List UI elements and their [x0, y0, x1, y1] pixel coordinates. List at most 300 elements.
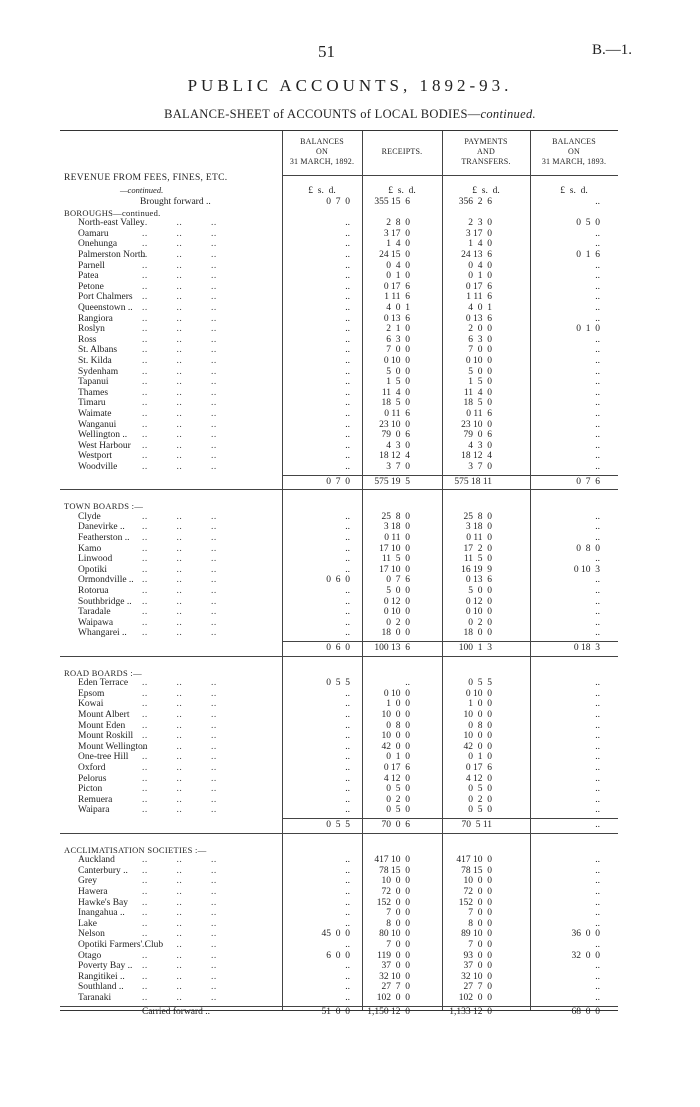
amount-c2: 7 0 0 — [386, 345, 410, 356]
table-row — [60, 261, 618, 272]
amount-c4: .. — [595, 731, 600, 742]
amount-c2: 575 19 5 — [374, 476, 410, 487]
brought-forward-label: Brought forward .. — [140, 197, 211, 207]
amount-c4: 0 10 3 — [573, 564, 600, 575]
row-label: Waipawa — [78, 617, 114, 628]
table-rule — [60, 489, 618, 490]
header-line: BALANCES — [300, 137, 344, 146]
amount-c2: 0 8 0 — [386, 720, 410, 731]
amount-c2: 417 10 0 — [374, 855, 410, 866]
amount-c1: .. — [345, 720, 350, 731]
leader-dots: .. .. .. — [142, 271, 217, 282]
table-row — [60, 324, 618, 335]
table-row — [60, 721, 618, 732]
amount-c4: .. — [595, 511, 600, 522]
amount-c3: 0 17 6 — [465, 281, 492, 292]
row-label: Oxford — [78, 763, 106, 773]
row-label: Hawera — [78, 887, 108, 897]
row-label: Mount Wellington — [78, 741, 148, 752]
amount-c2: 7 0 0 — [386, 908, 410, 919]
leader-dots: .. .. .. — [142, 324, 217, 335]
header-line: TRANSFERS. — [461, 157, 511, 166]
amount-c2: 6 3 0 — [386, 334, 410, 345]
section-heading — [60, 501, 618, 512]
section-heading — [60, 668, 618, 679]
amount-c4: .. — [595, 334, 600, 345]
amount-c3: 0 12 0 — [465, 596, 492, 607]
amount-c2: 10 0 0 — [381, 710, 410, 720]
table-row — [60, 250, 618, 261]
amount-c3: 0 4 0 — [468, 260, 492, 271]
amount-c1: .. — [345, 324, 350, 335]
amount-c3: 10 0 0 — [463, 731, 492, 742]
amount-c3: 1 5 0 — [468, 377, 492, 388]
leader-dots: .. .. .. — [142, 533, 217, 543]
amount-c1: .. — [345, 876, 350, 887]
row-label: Eden Terrace — [78, 678, 129, 689]
amount-c1: .. — [345, 784, 350, 795]
row-label: Petone — [78, 281, 104, 292]
table-rule — [282, 641, 618, 642]
amount-c4: .. — [595, 855, 600, 866]
amount-c3: 18 0 0 — [463, 628, 492, 639]
amount-c3: 2 3 0 — [468, 218, 492, 229]
amount-c1: .. — [345, 961, 350, 972]
amount-c1: .. — [345, 617, 350, 628]
leader-dots: .. .. .. — [142, 462, 217, 472]
leader-dots: .. .. .. — [142, 805, 217, 816]
table-row — [60, 218, 618, 229]
amount-c4: .. — [595, 865, 600, 876]
amount-c1: .. — [345, 377, 350, 388]
amount-c3: 18 5 0 — [463, 398, 492, 409]
amount-c4: .. — [595, 940, 600, 950]
row-label: Thames — [78, 387, 109, 398]
amount-c2: 4 0 1 — [386, 303, 410, 313]
amount-c3: 4 3 0 — [468, 440, 492, 451]
table-row — [60, 866, 618, 877]
table-row — [60, 345, 618, 356]
row-label: Inangahua .. — [78, 908, 125, 919]
balance-sheet-table — [60, 130, 618, 1017]
amount-c1: .. — [345, 430, 350, 441]
amount-c1: .. — [345, 865, 350, 876]
amount-c1: .. — [345, 281, 350, 292]
table-row — [60, 565, 618, 576]
table-row — [60, 898, 618, 909]
amount-c4: .. — [595, 763, 600, 773]
row-label: Mount Albert — [78, 710, 130, 720]
leader-dots: .. .. .. — [142, 522, 217, 533]
amount-c3: 7 0 0 — [468, 940, 492, 950]
leader-dots: .. .. .. — [142, 218, 217, 229]
amount-c3: 23 10 0 — [461, 419, 492, 430]
amount-c3: 18 12 4 — [461, 451, 492, 462]
header-line: RECEIPTS. — [381, 147, 423, 156]
amount-c4: .. — [595, 398, 600, 409]
row-label: Queenstown .. — [78, 303, 133, 313]
row-label: Nelson — [78, 929, 105, 940]
table-row — [60, 367, 618, 378]
amount-c2: 5 0 0 — [386, 586, 410, 596]
amount-c4: .. — [595, 387, 600, 398]
row-label: Linwood — [78, 554, 113, 565]
row-label: Mount Eden — [78, 720, 126, 731]
units-col3: £ s. d. — [472, 186, 500, 196]
table-row — [60, 929, 618, 940]
amount-c4: .. — [595, 228, 600, 239]
table-row — [60, 972, 618, 983]
amount-c2: .. — [405, 678, 410, 689]
table-row — [60, 993, 618, 1004]
amount-c2: 18 5 0 — [381, 398, 410, 409]
amount-c3: 2 0 0 — [468, 324, 492, 335]
table-row — [60, 887, 618, 898]
amount-c4: .. — [595, 419, 600, 430]
amount-c2: 152 0 0 — [376, 897, 410, 908]
header-line: ON — [568, 147, 580, 156]
leader-dots: .. .. .. — [142, 617, 217, 628]
row-label: Sydenham — [78, 366, 119, 377]
row-label: Hawke's Bay — [78, 897, 128, 908]
amount-c3: 100 1 3 — [458, 643, 492, 653]
amount-c4: .. — [595, 982, 600, 993]
amount-c4: .. — [595, 356, 600, 366]
row-label: Opotiki — [78, 564, 108, 575]
table-row — [60, 314, 618, 325]
table-row — [60, 409, 618, 420]
amount-c3: 0 8 0 — [468, 720, 492, 731]
table-row — [60, 388, 618, 399]
amount-c1: 0 5 5 — [326, 820, 350, 830]
amount-c2: 0 13 6 — [383, 313, 410, 324]
amount-c4: .. — [595, 961, 600, 972]
amount-c3: 3 7 0 — [468, 462, 492, 472]
leader-dots: .. .. .. — [142, 773, 217, 784]
leader-dots: .. .. .. — [142, 908, 217, 919]
amount-c1: .. — [345, 303, 350, 313]
row-label: Taranaki — [78, 993, 112, 1003]
amount-c4: 0 1 0 — [576, 324, 600, 335]
amount-c4: .. — [595, 451, 600, 462]
amount-c1: .. — [345, 313, 350, 324]
amount-c2: 4 3 0 — [386, 440, 410, 451]
leader-dots: .. .. .. — [142, 451, 217, 462]
amount-c4: .. — [595, 805, 600, 816]
section-heading-label: ACCLIMATISATION SOCIETIES :— — [64, 844, 207, 855]
row-label: Timaru — [78, 398, 106, 409]
row-label: Danevirke .. — [78, 522, 125, 533]
section-heading — [60, 208, 618, 219]
row-label: Rotorua — [78, 586, 109, 596]
amount-c2: 25 8 0 — [381, 511, 410, 522]
revenue-heading: REVENUE FROM FEES, FINES, ETC. — [64, 173, 228, 183]
amount-c3: 70 5 11 — [461, 820, 492, 830]
amount-c3: 7 0 0 — [468, 345, 492, 356]
row-label: Whangarei .. — [78, 628, 127, 639]
row-label: Taradale — [78, 607, 111, 618]
leader-dots: .. .. .. — [142, 720, 217, 731]
amount-c3: 0 11 6 — [466, 409, 492, 419]
amount-c4: .. — [595, 575, 600, 586]
amount-c4: .. — [595, 720, 600, 731]
leader-dots: .. .. .. — [142, 366, 217, 377]
row-label: Epsom — [78, 688, 105, 699]
amount-c1: .. — [345, 554, 350, 565]
amount-c1: .. — [345, 271, 350, 282]
table-row — [60, 398, 618, 409]
amount-c1: .. — [345, 971, 350, 982]
table-row — [60, 282, 618, 293]
table-row — [60, 292, 618, 303]
amount-c3: 11 5 0 — [463, 554, 492, 565]
amount-c1: .. — [345, 794, 350, 805]
amount-c4: .. — [595, 710, 600, 720]
amount-c2: 0 11 0 — [384, 533, 410, 543]
page-reference: B.—1. — [591, 42, 632, 58]
amount-c4: .. — [595, 741, 600, 752]
leader-dots: .. .. .. — [142, 409, 217, 419]
table-row — [60, 982, 618, 993]
amount-c1: .. — [345, 451, 350, 462]
amount-c3: 0 2 0 — [468, 794, 492, 805]
amount-c1: .. — [345, 773, 350, 784]
leader-dots: .. .. .. — [142, 897, 217, 908]
leader-dots: .. .. .. — [142, 982, 217, 993]
row-label: Palmerston North — [78, 250, 146, 260]
amount-c4: .. — [595, 409, 600, 419]
amount-c3: 0 5 5 — [468, 678, 492, 689]
leader-dots: .. .. .. — [142, 281, 217, 292]
row-label: Remuera — [78, 794, 113, 805]
amount-c3: 93 0 0 — [463, 950, 492, 961]
amount-c1: .. — [345, 918, 350, 929]
amount-c4: .. — [595, 303, 600, 313]
amount-c4: .. — [595, 522, 600, 533]
table-rule — [282, 818, 618, 819]
row-label: Ormondville .. — [78, 575, 134, 586]
amount-c3: 0 5 0 — [468, 805, 492, 816]
row-label: Clyde — [78, 511, 101, 522]
carried-forward-label: Carried forward .. — [142, 1006, 211, 1017]
amount-c2: 0 7 6 — [386, 575, 410, 586]
leader-dots: .. .. .. — [142, 678, 217, 689]
table-row — [60, 618, 618, 629]
table-row — [60, 699, 618, 710]
amount-c2: 18 0 0 — [381, 628, 410, 639]
section-heading-label: ROAD BOARDS :— — [64, 667, 142, 678]
leader-dots: .. .. .. — [142, 430, 217, 441]
table-row — [60, 805, 618, 816]
table-row — [60, 689, 618, 700]
amount-c4: .. — [595, 377, 600, 388]
amount-c4: .. — [595, 292, 600, 303]
section-heading-label: BOROUGHS—continued. — [64, 207, 161, 218]
table-row — [60, 597, 618, 608]
table-row — [60, 628, 618, 639]
page-number: 51 — [318, 42, 335, 61]
table-row — [60, 420, 618, 431]
amount-c1: 45 0 0 — [321, 929, 350, 940]
amount-c1: .. — [345, 334, 350, 345]
row-label: Lake — [78, 918, 97, 929]
amount-c1: .. — [345, 345, 350, 356]
amount-c3: 1 0 0 — [468, 699, 492, 710]
amount-c3: 0 5 0 — [468, 784, 492, 795]
leader-dots: .. .. .. — [142, 387, 217, 398]
amount-c4: .. — [595, 897, 600, 908]
amount-c3: 0 1 0 — [468, 752, 492, 763]
table-row — [60, 462, 618, 473]
amount-c2: 1 11 6 — [384, 292, 410, 303]
amount-c4: .. — [595, 993, 600, 1003]
leader-dots: .. .. .. — [142, 993, 217, 1003]
amount-c3: 0 17 6 — [465, 763, 492, 773]
amount-c1: .. — [345, 752, 350, 763]
amount-c1: .. — [345, 731, 350, 742]
amount-c2: 1 4 0 — [386, 239, 410, 250]
amount-c4: .. — [595, 554, 600, 565]
amount-c3: 3 17 0 — [465, 228, 492, 239]
amount-c2: 78 15 0 — [379, 865, 410, 876]
amount-c3: 102 0 0 — [458, 993, 492, 1003]
amount-c2: 72 0 0 — [381, 887, 410, 897]
amount-c3: 78 15 0 — [461, 865, 492, 876]
amount-c3: 575 18 11 — [454, 476, 492, 487]
leader-dots: .. .. .. — [142, 239, 217, 250]
table-row — [60, 774, 618, 785]
leader-dots: .. .. .. — [142, 741, 217, 752]
amount-c4: .. — [595, 596, 600, 607]
leader-dots: .. .. .. — [142, 699, 217, 710]
table-row — [60, 731, 618, 742]
row-label: Southbridge .. — [78, 596, 132, 607]
leader-dots: .. .. .. — [142, 929, 217, 940]
row-label: Waipara — [78, 805, 110, 816]
amount-c2: 17 10 0 — [379, 543, 410, 554]
amount-c3: 0 1 0 — [468, 271, 492, 282]
amount-c4: .. — [595, 313, 600, 324]
amount-c3: 356 2 6 — [458, 197, 492, 207]
amount-c2: 24 15 0 — [379, 250, 410, 260]
section-heading-label: TOWN BOARDS :— — [64, 501, 144, 512]
amount-c3: 8 0 0 — [468, 918, 492, 929]
amount-c2: 10 0 0 — [381, 876, 410, 887]
amount-c1: .. — [345, 511, 350, 522]
row-label: Ross — [78, 334, 97, 345]
table-row — [60, 951, 618, 962]
leader-dots: .. .. .. — [142, 543, 217, 554]
amount-c3: 417 10 0 — [456, 855, 492, 866]
amount-c4: .. — [595, 617, 600, 628]
amount-c4: .. — [595, 586, 600, 596]
amount-c2: 3 18 0 — [383, 522, 410, 533]
leader-dots: .. .. .. — [142, 596, 217, 607]
table-row — [60, 855, 618, 866]
row-label: Southland .. — [78, 982, 124, 993]
amount-c1: .. — [345, 564, 350, 575]
table-row — [60, 239, 618, 250]
amount-c1: .. — [345, 710, 350, 720]
amount-c2: 18 12 4 — [379, 451, 410, 462]
row-label: Patea — [78, 271, 99, 282]
amount-c4: 68 0 0 — [571, 1006, 600, 1017]
amount-c3: 11 4 0 — [463, 387, 492, 398]
row-label: Kamo — [78, 543, 102, 554]
table-row — [60, 303, 618, 314]
amount-c4: .. — [595, 887, 600, 897]
table-row — [60, 229, 618, 240]
leader-dots: .. .. .. — [142, 260, 217, 271]
row-label: St. Kilda — [78, 356, 112, 366]
amount-c1: .. — [345, 741, 350, 752]
subtitle-main: BALANCE-SHEET of ACCOUNTS of LOCAL BODIES— — [164, 107, 481, 121]
amount-c4: .. — [595, 971, 600, 982]
revenue-continued: —continued. — [120, 185, 164, 195]
leader-dots: .. .. .. — [142, 334, 217, 345]
amount-c2: 0 11 6 — [384, 409, 410, 419]
header-balances-1892 — [282, 137, 362, 167]
units-col1: £ s. d. — [308, 186, 336, 196]
amount-c1: .. — [345, 250, 350, 260]
amount-c3: 10 0 0 — [463, 710, 492, 720]
table-row — [60, 271, 618, 282]
amount-c4: .. — [595, 784, 600, 795]
table-row — [60, 784, 618, 795]
table-row — [60, 607, 618, 618]
header-payments — [442, 137, 530, 167]
header-rule — [282, 175, 618, 176]
leader-dots: .. .. .. — [142, 688, 217, 699]
amount-c1: .. — [345, 398, 350, 409]
carried-forward-row — [60, 1007, 618, 1018]
page-subtitle — [0, 107, 700, 122]
amount-c2: 0 1 0 — [386, 752, 410, 763]
leader-dots: .. .. .. — [142, 313, 217, 324]
amount-c3: 27 7 0 — [463, 982, 492, 993]
row-label: Tapanui — [78, 377, 109, 388]
amount-c2: 10 0 0 — [381, 731, 410, 742]
amount-c1: .. — [345, 688, 350, 699]
header-line: BALANCES — [552, 137, 596, 146]
amount-c4: .. — [595, 260, 600, 271]
row-label: Opotiki Farmers' Club — [78, 940, 164, 950]
amount-c3: 1 11 6 — [466, 292, 492, 303]
table-row — [60, 752, 618, 763]
amount-c2: 0 12 0 — [383, 596, 410, 607]
row-label: West Harbour — [78, 440, 131, 451]
amount-c4: 0 8 0 — [576, 543, 600, 554]
leader-dots: .. .. .. — [142, 763, 217, 773]
row-label: Wellington .. — [78, 430, 128, 441]
amount-c2: 0 17 6 — [383, 281, 410, 292]
amount-c1: 0 7 0 — [326, 476, 350, 487]
leader-dots: .. .. .. — [142, 752, 217, 763]
table-row — [60, 356, 618, 367]
page-title: PUBLIC ACCOUNTS, 1892-93. — [187, 76, 513, 95]
row-label: St. Albans — [78, 345, 118, 356]
table-row — [60, 795, 618, 806]
row-label: Pelorus — [78, 773, 107, 784]
amount-c3: 10 0 0 — [463, 876, 492, 887]
leader-dots: .. .. .. — [142, 794, 217, 805]
amount-c1: .. — [345, 366, 350, 377]
amount-c4: .. — [595, 271, 600, 282]
amount-c2: 79 0 6 — [381, 430, 410, 441]
amount-c2: 80 10 0 — [379, 929, 410, 940]
amount-c3: 24 13 6 — [461, 250, 492, 260]
leader-dots: .. .. .. — [142, 345, 217, 356]
